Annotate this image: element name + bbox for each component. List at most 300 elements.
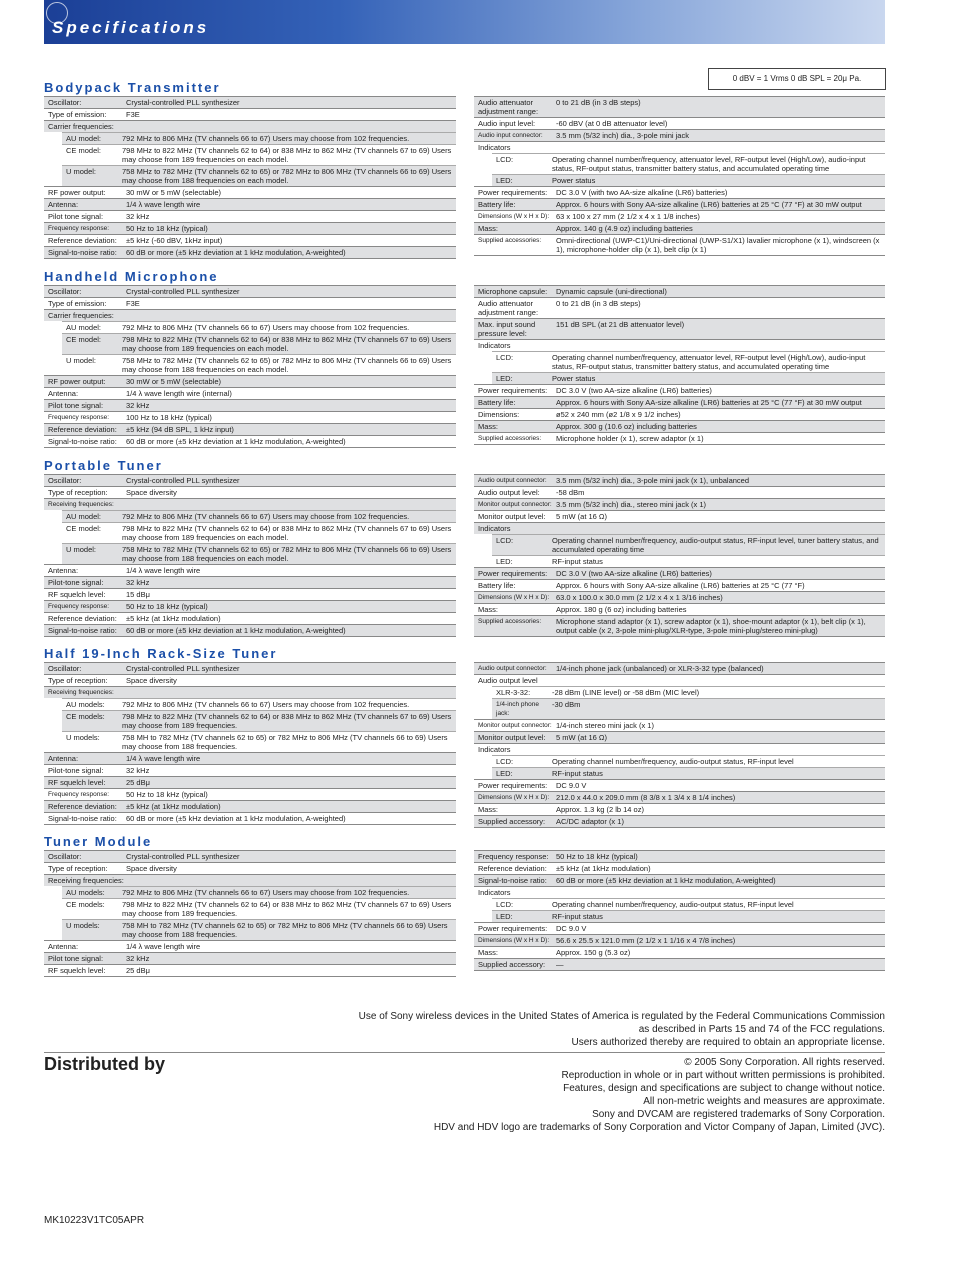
copyright-line: © 2005 Sony Corporation. All rights reserved. <box>684 1057 885 1068</box>
copyright-line: Reproduction in whole or in part without written permissions is prohibited. <box>561 1070 885 1081</box>
spec-row <box>474 408 885 420</box>
spec-key: Pilot tone signal: <box>48 212 104 221</box>
spec-key: Antenna: <box>48 754 79 763</box>
spec-key: Oscillator: <box>48 852 82 861</box>
spec-value: F3E <box>126 110 140 119</box>
column-end-rule <box>474 255 885 256</box>
spec-row <box>44 600 456 612</box>
spec-row <box>492 767 885 779</box>
spec-value: 32 kHz <box>126 954 150 963</box>
spec-key: CE models: <box>66 900 105 909</box>
spec-value: Space diversity <box>126 488 177 497</box>
spec-key: Monitor output level: <box>478 512 546 521</box>
spec-row <box>44 474 456 486</box>
spec-row <box>474 396 885 408</box>
spec-row <box>474 420 885 432</box>
spec-row <box>474 96 885 117</box>
spec-key: Dimensions (W x H x D): <box>478 594 550 601</box>
spec-row <box>62 731 456 752</box>
spec-value: Approx. 150 g (5.3 oz) <box>556 948 631 957</box>
spec-row <box>474 579 885 591</box>
spec-row <box>44 788 456 800</box>
spec-row <box>474 384 885 396</box>
spec-row <box>474 474 885 486</box>
spec-row <box>474 486 885 498</box>
spec-value: 1/4 λ wave length wire (internal) <box>126 389 232 398</box>
spec-value: Crystal-controlled PLL synthesizer <box>126 287 240 296</box>
spec-key: Reference deviation: <box>48 425 117 434</box>
spec-value: DC 9.0 V <box>556 924 587 933</box>
spec-row <box>44 776 456 788</box>
spec-value: 32 kHz <box>126 766 150 775</box>
spec-key: U model: <box>66 545 97 554</box>
spec-value: DC 9.0 V <box>556 781 587 790</box>
spec-value: Microphone stand adaptor (x 1), screw adaptor (x 1), shoe-mount adaptor (x 1), belt clip (x 1), output cable (x 2, 3-pole mini-plug/XLR-type, 3-pole mini-plug/stereo mini-plug) <box>556 617 866 635</box>
spec-row <box>62 132 456 144</box>
spec-row <box>492 555 885 567</box>
spec-key: Mass: <box>478 224 499 233</box>
spec-value: 792 MHz to 806 MHz (TV channels 66 to 67) Users may choose from 102 frequencies. <box>122 512 410 521</box>
spec-value: Omni-directional (UWP-C1)/Uni-directional (UWP-S1/X1) lavalier microphone (x 1), windscreen (x 1), microphone-holder clip (x 1), belt clip (x 1) <box>556 236 880 254</box>
section-title: Bodypack Transmitter <box>44 80 221 95</box>
column-end-rule <box>44 258 456 259</box>
spec-key: Signal-to-noise ratio: <box>48 437 117 446</box>
spec-value: 50 Hz to 18 kHz (typical) <box>126 224 208 233</box>
spec-row <box>492 534 885 555</box>
spec-key: Indicators <box>478 341 511 350</box>
db-reference-note: 0 dBV = 1 Vrms 0 dB SPL = 20μ Pa. <box>708 68 886 90</box>
spec-key: Mass: <box>478 605 499 614</box>
spec-value: 50 Hz to 18 kHz (typical) <box>556 852 638 861</box>
spec-value: Approx. 6 hours with Sony AA-size alkaline (LR6) batteries at 25 °C (77 °F) at 30 mW output <box>556 200 862 209</box>
spec-row <box>474 674 885 686</box>
spec-row <box>62 698 456 710</box>
spec-key: LCD: <box>496 155 514 164</box>
spec-value: Approx. 300 g (10.6 oz) including batteries <box>556 422 697 431</box>
spec-row <box>474 731 885 743</box>
spec-value: Crystal-controlled PLL synthesizer <box>126 476 240 485</box>
spec-value: AC/DC adaptor (x 1) <box>556 817 624 826</box>
spec-row <box>44 375 456 387</box>
spec-key: CE model: <box>66 524 102 533</box>
spec-row <box>474 946 885 958</box>
spec-row <box>474 874 885 886</box>
spec-value: 1/4 λ wave length wire <box>126 754 201 763</box>
spec-key: Type of emission: <box>48 110 107 119</box>
spec-row <box>474 958 885 970</box>
spec-key: RF squelch level: <box>48 966 106 975</box>
spec-row <box>44 222 456 234</box>
spec-row <box>44 940 456 952</box>
spec-key: Type of reception: <box>48 864 108 873</box>
spec-value <box>556 143 885 152</box>
spec-row <box>44 486 456 498</box>
spec-value: 798 MHz to 822 MHz (TV channels 62 to 64) or 838 MHz to 862 MHz (TV channels 67 to 69) Users may choose from 189 frequencies on each model. <box>122 335 452 353</box>
spec-key: Reference deviation: <box>48 802 117 811</box>
spec-value: Space diversity <box>126 864 177 873</box>
spec-row <box>44 874 456 886</box>
spec-value: 60 dB or more (±5 kHz deviation at 1 kHz modulation, A-weighted) <box>126 814 346 823</box>
spec-key: Supplied accessory: <box>478 960 546 969</box>
spec-key: Audio attenuator adjustment range: <box>478 98 539 116</box>
fcc-line: Users authorized thereby are required to obtain an appropriate license. <box>571 1037 885 1048</box>
spec-key: Mass: <box>478 948 499 957</box>
spec-key: Signal-to-noise ratio: <box>48 626 117 635</box>
spec-row <box>474 318 885 339</box>
spec-value: DC 3.0 V (with two AA-size alkaline (LR6) batteries) <box>556 188 728 197</box>
spec-key: Power requirements: <box>478 781 548 790</box>
spec-key: LED: <box>496 557 513 566</box>
spec-row <box>492 372 885 384</box>
copyright-line: Sony and DVCAM are registered trademarks of Sony Corporation. <box>592 1109 885 1120</box>
spec-row <box>474 803 885 815</box>
spec-value: 32 kHz <box>126 212 150 221</box>
spec-row <box>62 321 456 333</box>
spec-value: 100 Hz to 18 kHz (typical) <box>126 413 212 422</box>
spec-value: 15 dBμ <box>126 590 150 599</box>
spec-row <box>44 297 456 309</box>
spec-key: Mass: <box>478 805 499 814</box>
spec-value: 30 mW or 5 mW (selectable) <box>126 188 222 197</box>
spec-row <box>44 752 456 764</box>
section-title: Handheld Microphone <box>44 269 219 284</box>
spec-value: 25 dBμ <box>126 778 150 787</box>
spec-row <box>62 144 456 165</box>
spec-row <box>474 129 885 141</box>
spec-value: 798 MHz to 822 MHz (TV channels 62 to 64) or 838 MHz to 862 MHz (TV channels 67 to 69) Users may choose from 189 frequencies. <box>122 712 452 730</box>
spec-row <box>474 662 885 674</box>
spec-row <box>474 886 885 898</box>
spec-row <box>474 339 885 351</box>
spec-value: -58 dBm <box>556 488 585 497</box>
section-title: Portable Tuner <box>44 458 163 473</box>
spec-key: Pilot-tone signal: <box>48 766 104 775</box>
spec-key: Supplied accessories: <box>478 435 542 442</box>
spec-row <box>474 510 885 522</box>
spec-value: ±5 kHz (at 1kHz modulation) <box>126 802 221 811</box>
spec-column-left <box>44 474 456 637</box>
spec-row <box>474 117 885 129</box>
spec-value: ±5 kHz (94 dB SPL, 1 kHz input) <box>126 425 234 434</box>
spec-row <box>62 510 456 522</box>
spec-value: 32 kHz <box>126 578 150 587</box>
spec-row <box>474 198 885 210</box>
spec-value <box>126 500 456 509</box>
spec-row <box>474 850 885 862</box>
spec-column-left <box>44 96 456 259</box>
spec-row <box>44 96 456 108</box>
spec-row <box>474 934 885 946</box>
spec-key: Battery life: <box>478 200 516 209</box>
spec-row <box>44 850 456 862</box>
spec-key: U model: <box>66 167 97 176</box>
spec-value: Approx. 140 g (4.9 oz) including batteries <box>556 224 693 233</box>
spec-key: Reference deviation: <box>48 236 117 245</box>
fcc-line: Use of Sony wireless devices in the United States of America is regulated by the Federal Communications Commission <box>358 1011 885 1022</box>
spec-row <box>44 588 456 600</box>
spec-key: Oscillator: <box>48 98 82 107</box>
section-title: Half 19-Inch Rack-Size Tuner <box>44 646 278 661</box>
spec-value: Approx. 6 hours with Sony AA-size alkaline (LR6) batteries at 25 °C (77 °F) at 30 mW output <box>556 398 862 407</box>
spec-row <box>44 674 456 686</box>
spec-row <box>44 576 456 588</box>
spec-column-right <box>474 285 885 445</box>
spec-key: Oscillator: <box>48 287 82 296</box>
spec-value: 151 dB SPL (at 21 dB attenuator level) <box>556 320 685 329</box>
spec-row <box>44 498 456 510</box>
spec-row <box>474 567 885 579</box>
spec-key: Monitor output level: <box>478 733 546 742</box>
spec-column-right <box>474 96 885 256</box>
spec-value: 50 Hz to 18 kHz (typical) <box>126 602 208 611</box>
spec-key: Type of reception: <box>48 676 108 685</box>
spec-row <box>62 543 456 564</box>
spec-row <box>492 755 885 767</box>
spec-row <box>44 423 456 435</box>
spec-row <box>44 399 456 411</box>
spec-row <box>492 910 885 922</box>
spec-row <box>44 234 456 246</box>
spec-row <box>44 285 456 297</box>
copyright-line: All non-metric weights and measures are approximate. <box>643 1096 885 1107</box>
spec-key: Audio input connector: <box>478 132 543 139</box>
spec-row <box>44 246 456 258</box>
spec-key: U models: <box>66 733 100 742</box>
spec-key: LCD: <box>496 353 514 362</box>
spec-value: 212.0 x 44.0 x 209.0 mm (8 3/8 x 1 3/4 x 8 1/4 inches) <box>556 793 736 802</box>
spec-row <box>474 498 885 510</box>
spec-value: Crystal-controlled PLL synthesizer <box>126 664 240 673</box>
spec-value: ø52 x 240 mm (ø2 1/8 x 9 1/2 inches) <box>556 410 681 419</box>
spec-value: 63 x 100 x 27 mm (2 1/2 x 4 x 1 1/8 inches) <box>556 212 700 221</box>
spec-key: RF power output: <box>48 188 106 197</box>
column-end-rule <box>44 976 456 977</box>
spec-key: Signal-to-noise ratio: <box>478 876 547 885</box>
spec-row <box>62 165 456 186</box>
spec-key: XLR-3-32: <box>496 688 531 697</box>
spec-value: — <box>556 960 564 969</box>
spec-value: 792 MHz to 806 MHz (TV channels 66 to 67) Users may choose from 102 frequencies. <box>122 134 410 143</box>
spec-key: Battery life: <box>478 581 516 590</box>
spec-value: Crystal-controlled PLL synthesizer <box>126 852 240 861</box>
spec-value: 30 mW or 5 mW (selectable) <box>126 377 222 386</box>
spec-value <box>556 888 885 897</box>
spec-key: Audio output connector: <box>478 477 547 484</box>
spec-key: AU model: <box>66 512 102 521</box>
spec-key: Max. input sound pressure level: <box>478 320 536 338</box>
spec-key: Indicators <box>478 888 511 897</box>
spec-key: Signal-to-noise ratio: <box>48 248 117 257</box>
spec-key: Pilot tone signal: <box>48 954 104 963</box>
spec-value: 5 mW (at 16 Ω) <box>556 512 608 521</box>
spec-row <box>44 309 456 321</box>
spec-value: 3.5 mm (5/32 inch) dia., stereo mini jack (x 1) <box>556 500 707 509</box>
spec-row <box>474 141 885 153</box>
column-end-rule <box>474 970 885 971</box>
spec-row <box>62 710 456 731</box>
spec-key: RF squelch level: <box>48 590 106 599</box>
spec-key: Oscillator: <box>48 664 82 673</box>
spec-value: 3.5 mm (5/32 inch) dia., 3-pole mini jack <box>556 131 689 140</box>
spec-key: CE model: <box>66 146 102 155</box>
spec-column-left <box>44 662 456 825</box>
spec-row <box>44 198 456 210</box>
spec-key: Dimensions (W x H x D): <box>478 213 550 220</box>
spec-value: 758 MHz to 782 MHz (TV channels 62 to 65) or 782 MHz to 806 MHz (TV channels 66 to 69) Users may choose from 188 frequencies on each model. <box>122 356 452 374</box>
spec-row <box>474 210 885 222</box>
spec-key: Audio attenuator adjustment range: <box>478 299 539 317</box>
spec-key: Type of emission: <box>48 299 107 308</box>
column-end-rule <box>474 827 885 828</box>
spec-row <box>44 108 456 120</box>
spec-key: Monitor output connector: <box>478 501 552 508</box>
spec-row <box>44 210 456 222</box>
spec-value: 792 MHz to 806 MHz (TV channels 66 to 67) Users may choose from 102 frequencies. <box>122 700 410 709</box>
spec-row <box>474 432 885 444</box>
spec-row <box>44 964 456 976</box>
spec-value <box>556 524 885 533</box>
spec-row <box>492 698 885 719</box>
spec-value: RF-input status <box>552 912 603 921</box>
spec-key: LED: <box>496 769 513 778</box>
spec-key: Receiving frequencies: <box>48 689 114 696</box>
spec-value: 1/4-inch phone jack (unbalanced) or XLR-3-32 type (balanced) <box>556 664 764 673</box>
spec-value: 1/4-inch stereo mini jack (x 1) <box>556 721 654 730</box>
spec-key: 1/4-inch phone jack: <box>496 701 540 717</box>
section-title: Tuner Module <box>44 834 153 849</box>
spec-row <box>474 743 885 755</box>
spec-row <box>474 615 885 636</box>
spec-row <box>44 411 456 423</box>
spec-key: Audio input level: <box>478 119 536 128</box>
spec-key: Type of reception: <box>48 488 108 497</box>
copyright-block <box>434 1056 885 1134</box>
spec-row <box>492 351 885 372</box>
spec-key: CE model: <box>66 335 102 344</box>
spec-key: LED: <box>496 176 513 185</box>
spec-value: Operating channel number/frequency, audio-output status, RF-input level, tuner battery status, and accumulated operating time <box>552 536 879 554</box>
spec-row <box>44 800 456 812</box>
spec-value: -60 dBV (at 0 dB attenuator level) <box>556 119 668 128</box>
distributed-by-label: Distributed by <box>44 1054 166 1074</box>
spec-value: Approx. 6 hours with Sony AA-size alkaline (LR6) batteries at 25 °C (77 °F) <box>556 581 805 590</box>
spec-row <box>474 522 885 534</box>
spec-value <box>556 341 885 350</box>
spec-value: RF-input status <box>552 769 603 778</box>
spec-key: Supplied accessory: <box>478 817 546 826</box>
spec-value: 758 MHz to 782 MHz (TV channels 62 to 65) or 782 MHz to 806 MHz (TV channels 66 to 69) Users may choose from 188 frequencies on each model. <box>122 545 452 563</box>
spec-value: Operating channel number/frequency, audio-output status, RF-input level <box>552 757 794 766</box>
spec-column-right <box>474 662 885 828</box>
spec-row <box>44 764 456 776</box>
fcc-note <box>359 1010 885 1049</box>
spec-value: 798 MHz to 822 MHz (TV channels 62 to 64) or 838 MHz to 862 MHz (TV channels 67 to 69) Users may choose from 189 frequencies on each model. <box>122 146 452 164</box>
spec-key: LCD: <box>496 900 514 909</box>
spec-row <box>492 898 885 910</box>
spec-value: 3.5 mm (5/32 inch) dia., 3-pole mini jack (x 1), unbalanced <box>556 476 750 485</box>
spec-value: Approx. 180 g (6 oz) including batteries <box>556 605 687 614</box>
spec-value: Crystal-controlled PLL synthesizer <box>126 98 240 107</box>
spec-value: 5 mW (at 16 Ω) <box>556 733 608 742</box>
spec-value: 1/4 λ wave length wire <box>126 200 201 209</box>
spec-value: 798 MHz to 822 MHz (TV channels 62 to 64) or 838 MHz to 862 MHz (TV channels 67 to 69) Users may choose from 189 frequencies on each model. <box>122 524 452 542</box>
spec-key: Frequency response: <box>48 414 110 421</box>
copyright-line: HDV and HDV logo are trademarks of Sony Corporation and Victor Company of Japan, Limited (JVC). <box>433 1122 885 1133</box>
spec-value: 0 to 21 dB (in 3 dB steps) <box>556 98 641 107</box>
spec-value: Power status <box>552 176 596 185</box>
spec-row <box>474 922 885 934</box>
spec-row <box>44 387 456 399</box>
spec-key: Reference deviation: <box>478 864 547 873</box>
column-end-rule <box>474 444 885 445</box>
spec-value <box>556 676 885 685</box>
spec-key: Power requirements: <box>478 386 548 395</box>
spec-value: 63.0 x 100.0 x 30.0 mm (2 1/2 x 4 x 1 3/16 inches) <box>556 593 723 602</box>
spec-column-right <box>474 474 885 637</box>
spec-value: 60 dB or more (±5 kHz deviation at 1 kHz modulation, A-weighted) <box>126 248 346 257</box>
spec-column-left <box>44 285 456 448</box>
spec-key: Indicators <box>478 524 511 533</box>
spec-value: Microphone holder (x 1), screw adaptor (x 1) <box>556 434 704 443</box>
spec-key: Supplied accessories: <box>478 618 542 625</box>
spec-row <box>44 686 456 698</box>
spec-key: Antenna: <box>48 200 79 209</box>
spec-key: Power requirements: <box>478 188 548 197</box>
spec-value <box>126 122 456 131</box>
spec-key: Power requirements: <box>478 924 548 933</box>
spec-value: 56.6 x 25.5 x 121.0 mm (2 1/2 x 1 1/16 x 4 7/8 inches) <box>556 936 736 945</box>
spec-key: Antenna: <box>48 389 79 398</box>
spec-key: Reference deviation: <box>48 614 117 623</box>
spec-row <box>474 603 885 615</box>
spec-row <box>44 120 456 132</box>
spec-key: AU model: <box>66 134 102 143</box>
spec-value: Space diversity <box>126 676 177 685</box>
spec-key: Dimensions (W x H x D): <box>478 937 550 944</box>
spec-row <box>492 174 885 186</box>
spec-row <box>492 686 885 698</box>
spec-row <box>62 354 456 375</box>
spec-value: -28 dBm (LINE level) or -58 dBm (MIC level) <box>552 688 700 697</box>
spec-row <box>474 222 885 234</box>
spec-key: Supplied accessories: <box>478 237 542 244</box>
spec-value <box>126 688 456 697</box>
page-title: Specifications <box>52 18 210 37</box>
fcc-line: as described in Parts 15 and 74 of the FCC regulations. <box>638 1024 885 1035</box>
column-end-rule <box>44 447 456 448</box>
spec-value <box>126 876 456 885</box>
spec-value: Power status <box>552 374 596 383</box>
spec-key: Mass: <box>478 422 499 431</box>
spec-key: U model: <box>66 356 97 365</box>
spec-key: Microphone capsule: <box>478 287 548 296</box>
spec-key: LED: <box>496 912 513 921</box>
spec-key: Battery life: <box>478 398 516 407</box>
spec-key: Frequency response: <box>48 225 110 232</box>
spec-row <box>44 952 456 964</box>
spec-row <box>44 435 456 447</box>
spec-key: Frequency response: <box>48 791 110 798</box>
spec-key: Carrier frequencies: <box>48 311 114 320</box>
spec-key: LED: <box>496 374 513 383</box>
spec-key: AU models: <box>66 700 105 709</box>
spec-key: Antenna: <box>48 566 79 575</box>
spec-key: Indicators <box>478 745 511 754</box>
copyright-line: Features, design and specifications are subject to change without notice. <box>563 1083 885 1094</box>
spec-value: 32 kHz <box>126 401 150 410</box>
spec-key: U models: <box>66 921 100 930</box>
spec-row <box>44 612 456 624</box>
